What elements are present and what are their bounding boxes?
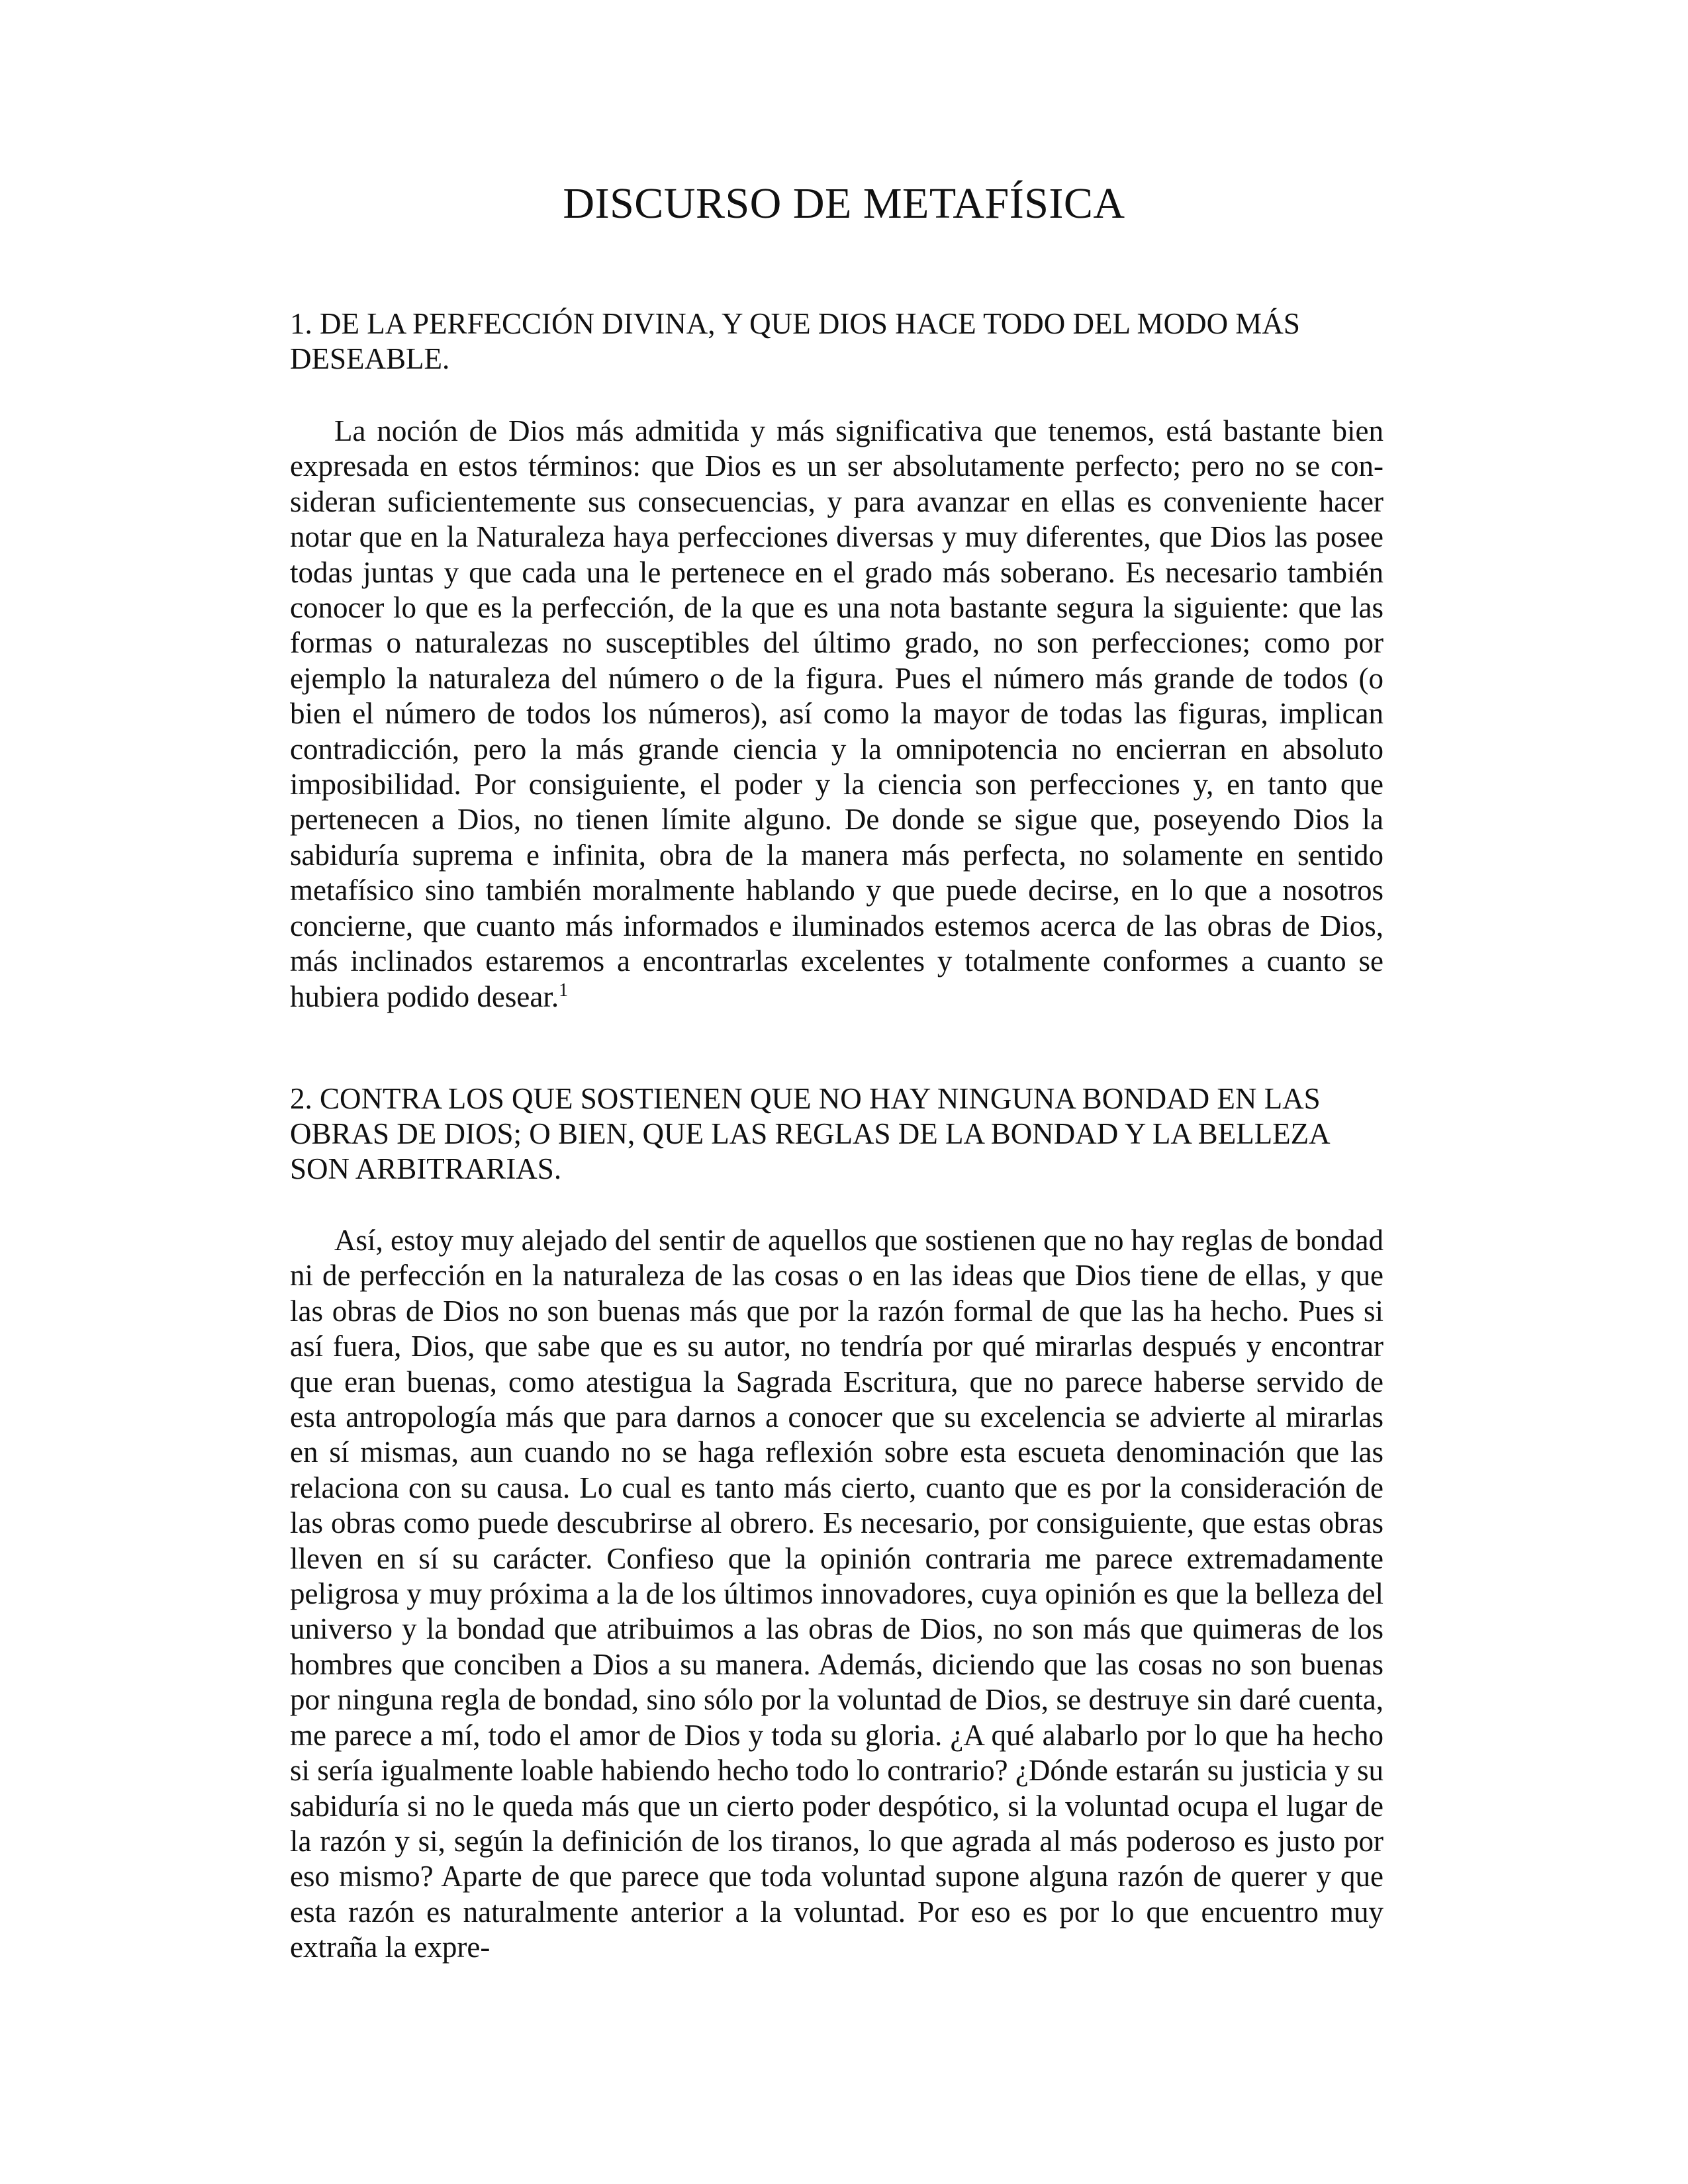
footnote-marker[interactable]: 1 bbox=[559, 979, 569, 1001]
section-2-body: Así, estoy muy alejado del sentir de aquellos que sostienen que no hay reglas de bondad ni de perfección en la naturaleza de las cosas o en las ideas que Dios tiene de ellas, y que las obras de Dios no son buenas más que por la razón formal de que las ha hecho. Pues si así fuera, Dios, que sabe que es su autor, no tendría por qué mirarlas después y encontrar que eran buenas, como atestigua la Sagrada Escritura, que no parece haberse servido de esta antropología más que para darnos a conocer que su excelencia se advierte al mirarlas en sí mismas, aun cuando no se haga reflexión sobre esta escueta denominación que las relaciona con su causa. Lo cual es tanto más cierto, cuanto que es por la consideración de las obras como puede descubrirse al obrero. Es necesario, por consiguiente, que estas obras lleven en sí su carácter. Confieso que la opinión contraria me parece extremadamente peligrosa y muy próxima a la de los últimos innovadores, cuya opinión es que la belleza del universo y la bondad que atribuimos a las obras de Dios, no son más que quimeras de los hombres que conciben a Dios a su manera. Además, diciendo que las cosas no son buenas por ninguna regla de bondad, sino sólo por la voluntad de Dios, se destruye sin daré cuenta, me parece a mí, todo el amor de Dios y toda su gloria. ¿A qué alabarlo por lo que ha hecho si sería igualmente loable habiendo hecho todo lo contrario? ¿Dónde estarán su justicia y su sabiduría si no le queda más que un cierto poder despótico, si la voluntad ocupa el lugar de la razón y si, según la definición de los tiranos, lo que agrada al más poderoso es justo por eso mismo? Aparte de que parece que toda voluntad supone alguna razón de querer y que esta razón es naturalmente anterior a la voluntad. Por eso es por lo que encuentro muy extraña la expre- bbox=[290, 1224, 1383, 1964]
section-1-heading: 1. DE LA PERFECCIÓN DIVINA, Y QUE DIOS HACE TODO DEL MODO MÁS DESEABLE. bbox=[290, 307, 1300, 375]
section-1-body: La noción de Dios más admitida y más significativa que tenemos, está bastante bien expresada en estos términos: que Dios es un ser absolutamente perfecto; pero no se consideran suficientemente sus consecuencias, y para avanzar en ellas es conveniente hacer notar que en la Naturaleza haya perfecciones diversas y muy diferentes, que Dios las posee todas juntas y que cada una le pertenece en el grado más soberano. Es necesario también conocer lo que es la perfección, de la que es una nota bastante segura la siguiente: que las formas o naturalezas no susceptibles del último grado, no son perfecciones; como por ejemplo la naturaleza del número o de la figura. Pues el número más grande de todos (o bien el número de todos los números), así como la mayor de todas las figuras, implican contradicción, pero la más grande ciencia y la omnipotencia no encierran en absoluto imposibilidad. Por consiguiente, el poder y la ciencia son perfecciones y, en tanto que pertenecen a Dios, no tienen límite alguno. De donde se sigue que, poseyendo Dios la sabiduría suprema e infinita, obra de la manera más perfecta, no solamente en sentido metafísico sino también moralmente hablando y que puede decirse, en lo que a nosotros concierne, que cuanto más informados e iluminados estemos acerca de las obras de Dios, más inclinados estaremos a encontrarlas excelentes y totalmente conformes a cuanto se hubiera podido desear. bbox=[290, 414, 1383, 1013]
section-1-paragraph bbox=[290, 414, 1383, 1015]
document-title: DISCURSO DE METAFÍSICA bbox=[563, 179, 1125, 228]
section-2-paragraph bbox=[290, 1223, 1383, 1966]
section-2-heading: 2. CONTRA LOS QUE SOSTIENEN QUE NO HAY NINGUNA BONDAD EN LAS OBRAS DE DIOS; O BIEN, QUE LAS REGLAS DE LA BONDAD Y LA BELLEZA SON ARBITRARIAS. bbox=[290, 1082, 1329, 1185]
